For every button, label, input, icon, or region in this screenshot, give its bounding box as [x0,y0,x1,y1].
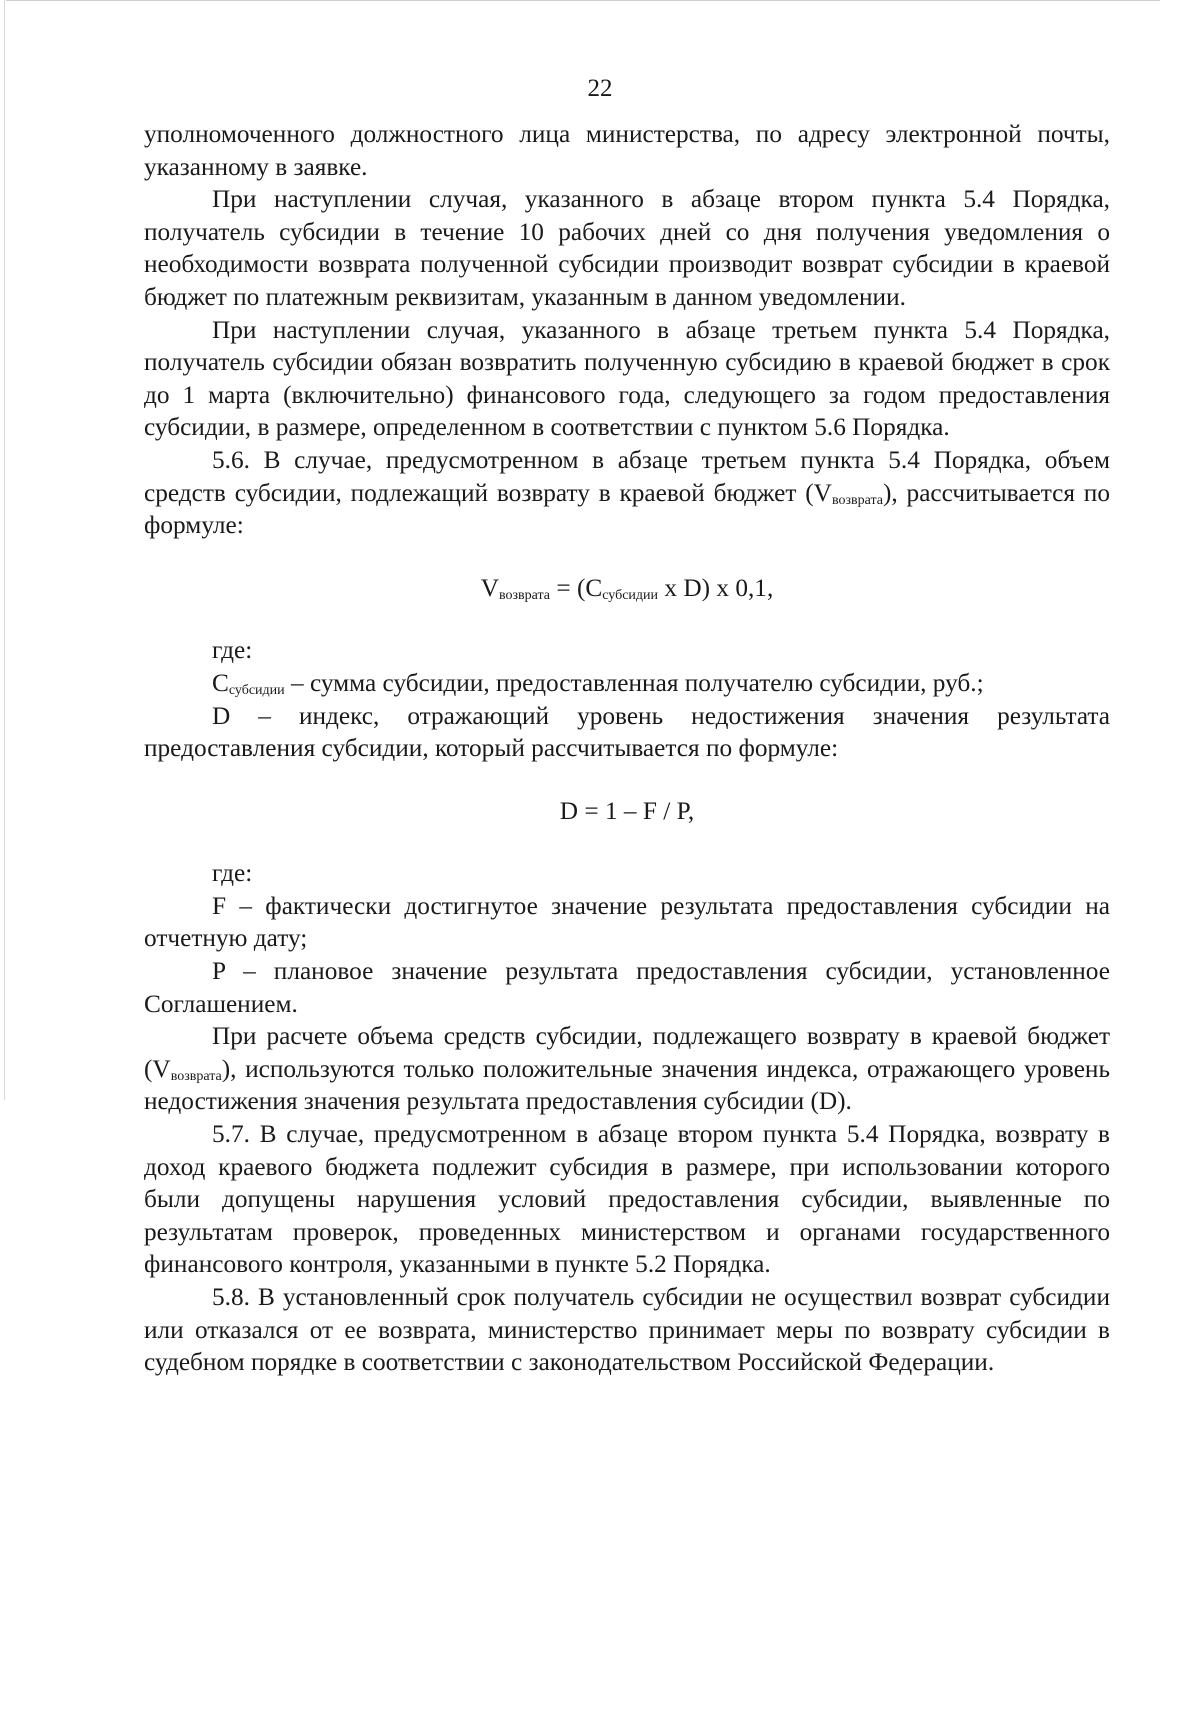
paragraph-positive-values: При расчете объема средств субсидии, подлежащего возврату в краевой бюджет $(V_{возврата})$, используются только положительные значения индекса, отражающего уровень недостижения значения результата предоставления субсидии (D). [144,1022,1110,1116]
paragraph-5-6: 5.6. В случае, предусмотренном в абзаце третьем пункта 5.4 Порядка, объем средств субсидии, подлежащий возврату в краевой бюджет $(V_{возврата})$, рассчитывается по формуле: [144,445,1110,540]
formula-index-d: D = 1 – F / P, [559,796,695,825]
paragraph-5-8: 5.8. В установленный срок получатель субсидии не осуществил возврат субсидии или отказался от ее возврата, министерство принимает меры по возврату субсидии в судебном порядке в соответствии с законодательством Российской Федерации. [144,1283,1110,1377]
paragraph-return-case-3: При наступлении случая, указанного в абзаце третьем пункта 5.4 Порядка, получатель субсидии обязан возвратить полученную субсидию в краевой бюджет в срок до 1 марта (включительно) финансового года, следующего за годом предоставления субсидии, в размере, определенном в соответствии с пунктом 5.6 Порядка. [144,315,1110,442]
where-label-2: где: [212,859,253,888]
paragraph-return-case-2: При наступлении случая, указанного в абзаце втором пункта 5.4 Порядка, получатель субсидии в течение 10 рабочих дней со дня получения уведомления о необходимости возврата полученной субсидии производит возврат субсидии в краевой бюджет по платежным реквизитам, указанным в данном уведомлении. [144,185,1110,311]
scan-top-edge [6,0,1160,1]
f-definition: F – фактически достигнутое значение результата предоставления субсидии на отчетную дату; [144,891,1110,953]
d-definition: D – индекс, отражающий уровень недостижения значения результата предоставления субсидии, который рассчитывается по формуле: [144,701,1110,763]
document-body [144,118,1110,1379]
paragraph-continuation: уполномоченного должностного лица министерства, по адресу электронной почты, указанному в заявке. [144,120,1110,181]
scan-left-edge [4,0,5,1100]
formula-return-volume: $V_{возврата} = (C_{субсидии}$ x D) x 0,1, [480,573,774,603]
where-label-1: где: [212,636,253,665]
c-definition: $C_{субсидии}$ – сумма субсидии, предоставленная получателю субсидии, руб.; [212,668,984,698]
paragraph-5-7: 5.7. В случае, предусмотренном в абзаце втором пункта 5.4 Порядка, возврату в доход краевого бюджета подлежит субсидия в размере, при использовании которого были допущены нарушения условий предоставления субсидии, выявленные по результатам проверок, проведенных министерством и органами государственного финансового контроля, указанными в пункте 5.2 Порядка. [144,1120,1110,1279]
p-definition: P – плановое значение результата предоставления субсидии, установленное Соглашением. [144,957,1110,1018]
page-number: 22 [587,75,613,102]
